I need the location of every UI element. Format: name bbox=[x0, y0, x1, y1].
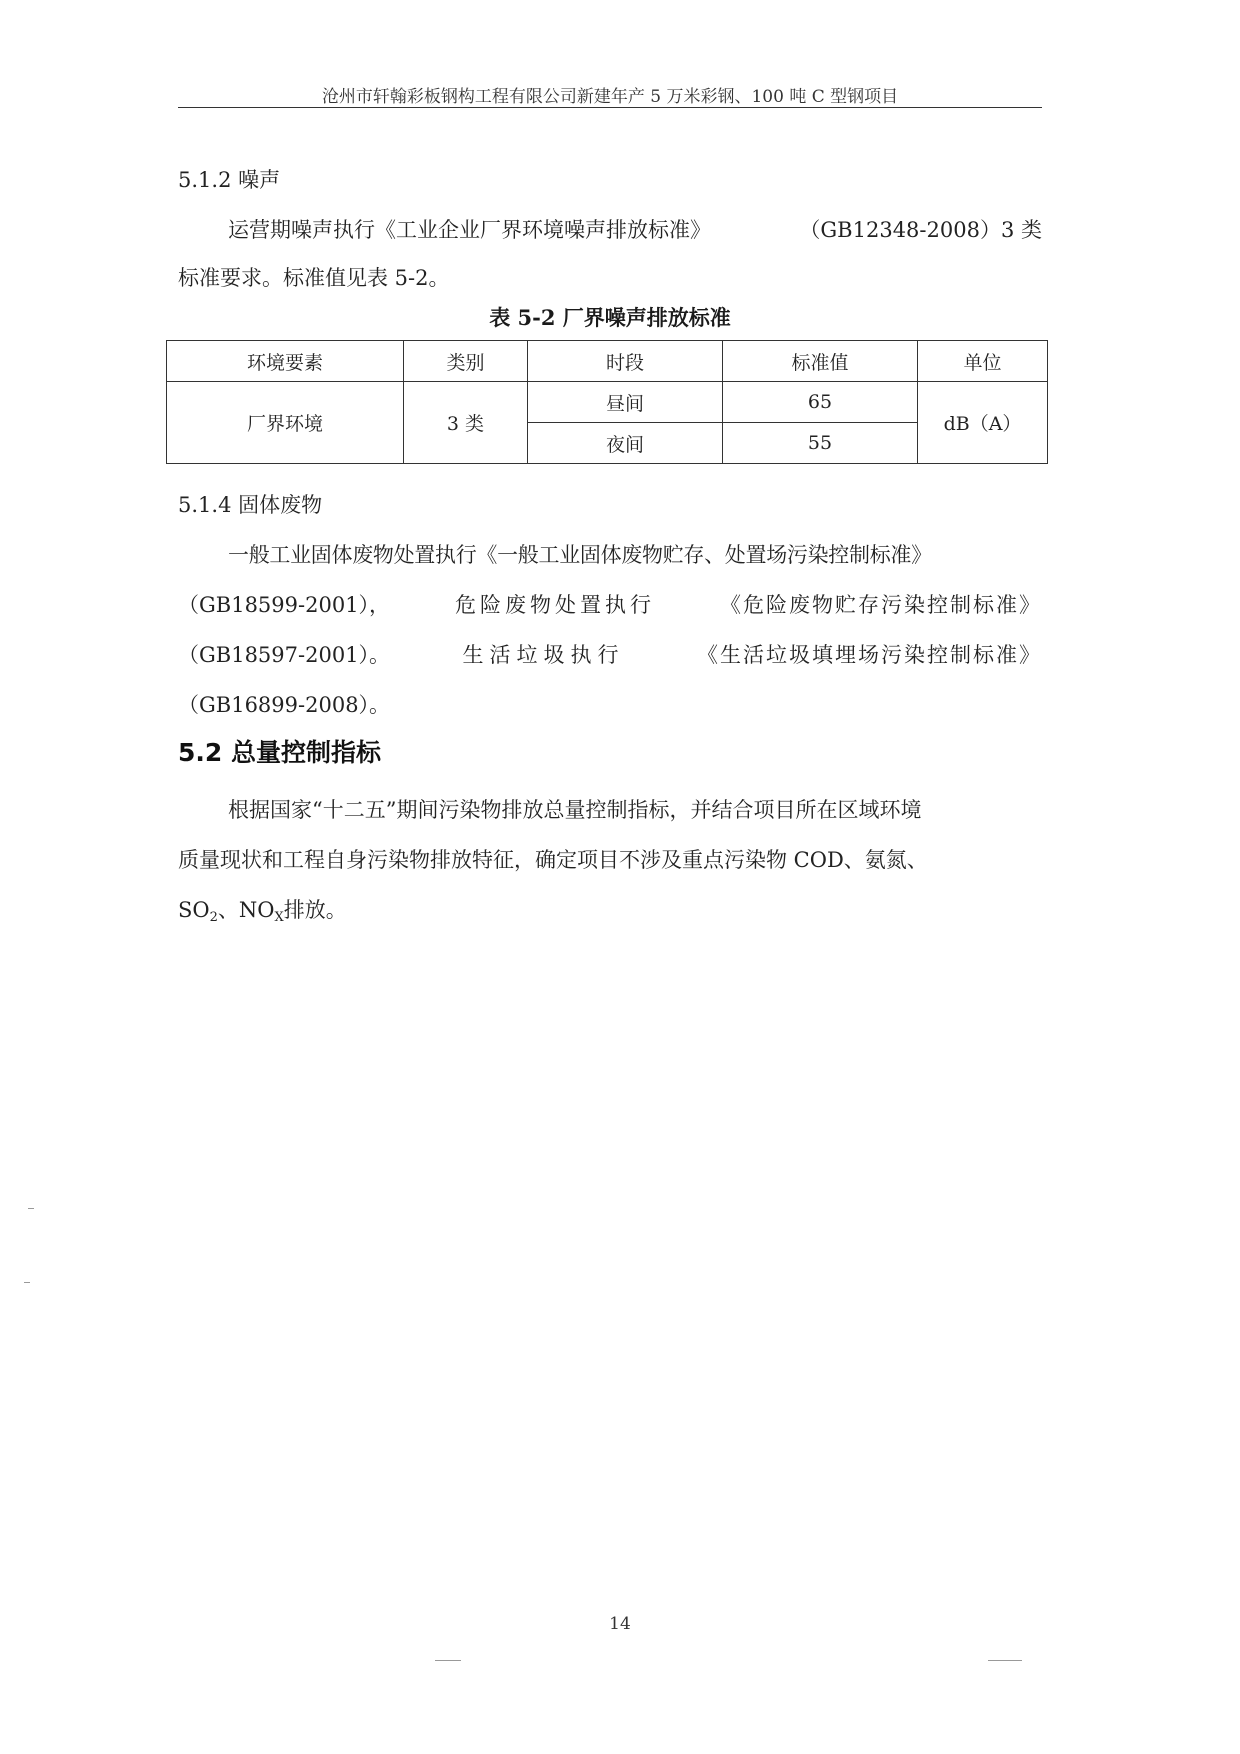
scan-mark bbox=[28, 1208, 34, 1209]
solid-waste-heading: 5.1.4 固体废物 bbox=[178, 493, 323, 517]
header-category: 类别 bbox=[404, 341, 528, 382]
total-control-line-2: 质量现状和工程自身污染物排放特征，确定项目不涉及重点污染物 COD、氨氮、 bbox=[178, 848, 928, 872]
so2-label: SO bbox=[178, 898, 210, 922]
solid-waste-line3-part1: （GB18597-2001）。 bbox=[178, 643, 391, 667]
table-header-row bbox=[167, 341, 1048, 382]
cell-value-night: 55 bbox=[723, 423, 918, 464]
cell-unit: dB（A） bbox=[918, 382, 1048, 464]
total-control-line-1: 根据国家“十二五”期间污染物排放总量控制指标，并结合项目所在区域环境 bbox=[228, 798, 922, 822]
table-row bbox=[167, 382, 1048, 423]
solid-waste-line2-part2: 危险废物处置执行 bbox=[455, 593, 656, 617]
noise-heading: 5.1.2 噪声 bbox=[178, 168, 281, 192]
header-rule bbox=[178, 107, 1042, 108]
cell-period-night: 夜间 bbox=[528, 423, 723, 464]
solid-waste-line-1: 一般工业固体废物处置执行《一般工业固体废物贮存、处置场污染控制标准》 bbox=[228, 543, 932, 567]
solid-waste-line2-part1: （GB18599-2001）， bbox=[178, 593, 391, 617]
header-value: 标准值 bbox=[723, 341, 918, 382]
scan-mark bbox=[988, 1660, 1022, 1661]
nox-label: 、NO bbox=[217, 898, 275, 922]
solid-waste-line3-part3: 《生活垃圾填埋场污染控制标准》 bbox=[697, 643, 1042, 667]
solid-waste-line2-part3: 《危险废物贮存污染控制标准》 bbox=[720, 593, 1042, 617]
header-period: 时段 bbox=[528, 341, 723, 382]
noise-paragraph-line-2: 标准要求。标准值见表 5-2。 bbox=[178, 266, 450, 290]
cell-category: 3 类 bbox=[404, 382, 528, 464]
total-control-line-3 bbox=[178, 894, 1042, 925]
cell-period-day: 昼间 bbox=[528, 382, 723, 423]
header-element: 环境要素 bbox=[167, 341, 404, 382]
cell-element: 厂界环境 bbox=[167, 382, 404, 464]
noise-standard-table bbox=[166, 340, 1048, 464]
document-header: 沧州市轩翰彩板钢构工程有限公司新建年产 5 万米彩钢、100 吨 C 型钢项目 bbox=[321, 87, 899, 107]
scan-mark bbox=[24, 1282, 30, 1283]
solid-waste-line-4: （GB16899-2008）。 bbox=[178, 693, 391, 717]
scan-mark bbox=[435, 1660, 461, 1661]
noise-line1-code: （GB12348-2008）3 类 bbox=[799, 218, 1042, 242]
solid-waste-line-2 bbox=[178, 589, 1042, 619]
nox-subscript: X bbox=[274, 910, 284, 925]
page-number: 14 bbox=[609, 1614, 631, 1634]
table-caption: 表 5-2 厂界噪声排放标准 bbox=[489, 305, 731, 330]
emission-text: 排放。 bbox=[283, 898, 347, 922]
header-unit: 单位 bbox=[918, 341, 1048, 382]
so2-subscript: 2 bbox=[209, 910, 218, 925]
noise-line1-text: 运营期噪声执行《工业企业厂界环境噪声排放标准》 bbox=[228, 218, 711, 242]
noise-paragraph-line-1 bbox=[178, 214, 1042, 244]
cell-value-day: 65 bbox=[723, 382, 918, 423]
solid-waste-line-3 bbox=[178, 639, 1042, 669]
section-title: 5.2 总量控制指标 bbox=[178, 738, 381, 767]
solid-waste-line3-part2: 生活垃圾执行 bbox=[462, 643, 625, 667]
